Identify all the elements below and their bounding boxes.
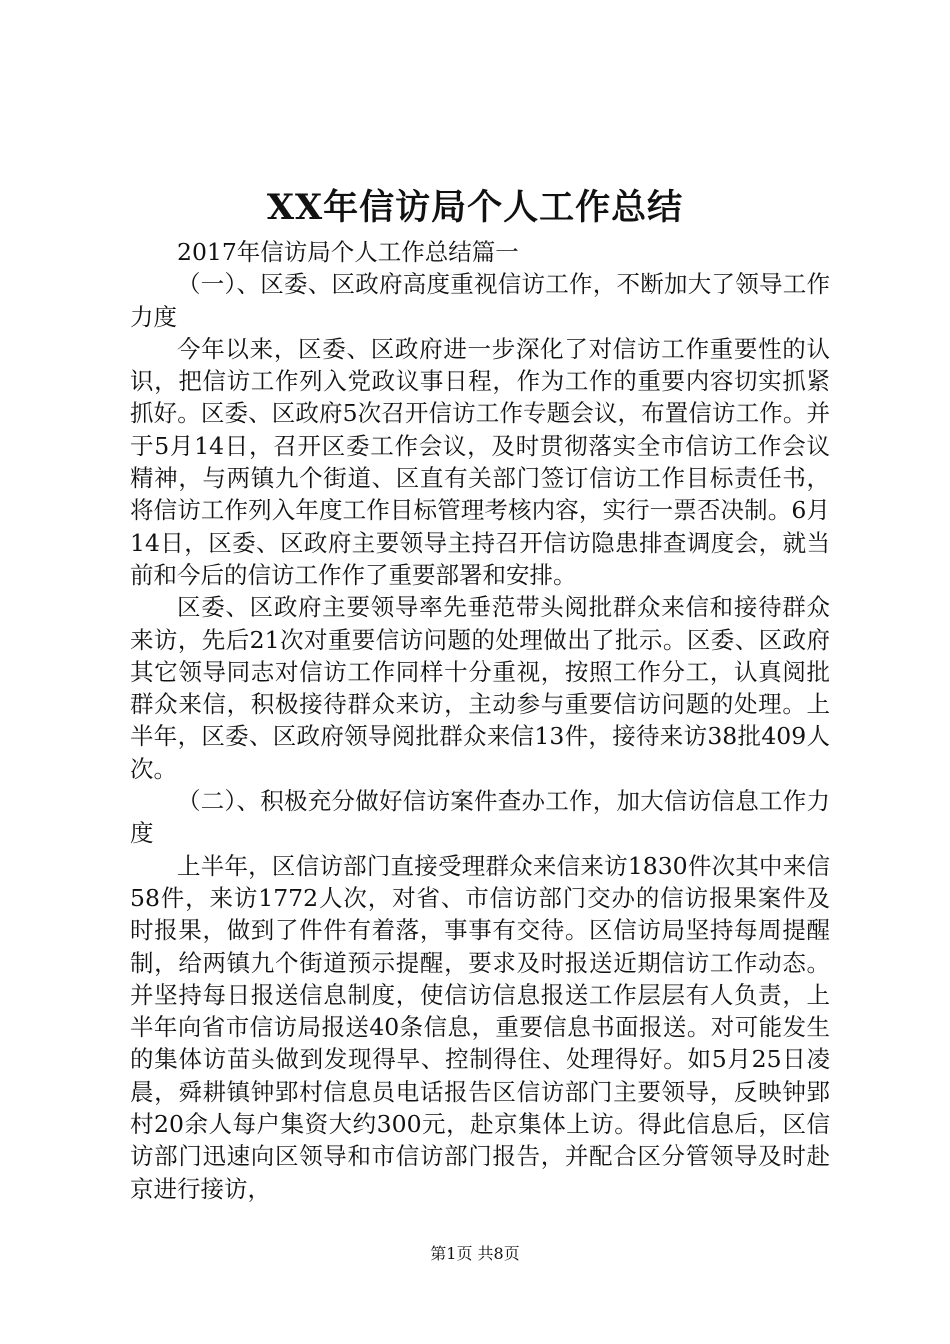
document-title: XX年信访局个人工作总结 xyxy=(266,187,684,228)
body-paragraph-1: 今年以来，区委、区政府进一步深化了对信访工作重要性的认识，把信访工作列入党政议事日程，作为工作的重要内容切实抓紧抓好。区委、区政府5次召开信访工作专题会议，布置信访工作。并于5月14日，召开区委工作会议，及时贯彻落实全市信访工作会议精神，与两镇九个街道、区直有关部门签订信访工作目标责任书，将信访工作列入年度工作目标管理考核内容，实行一票否决制。6月14日，区委、区政府主要领导主持召开信访隐患排查调度会，就当前和今后的信访工作作了重要部署和安排。 xyxy=(130,334,830,589)
section-heading-1: （一）、区委、区政府高度重视信访工作，不断加大了领导工作力度 xyxy=(130,270,830,331)
page-number-footer: 第1页 共8页 xyxy=(430,1244,520,1263)
subtitle-paragraph: 2017年信访局个人工作总结篇一 xyxy=(177,238,519,266)
section-heading-2: （二）、积极充分做好信访案件查办工作，加大信访信息工作力度 xyxy=(130,787,830,848)
document-body xyxy=(130,236,830,1205)
body-paragraph-2: 区委、区政府主要领导率先垂范带头阅批群众来信和接待群众来访，先后21次对重要信访问题的处理做出了批示。区委、区政府其它领导同志对信访工作同样十分重视，按照工作分工，认真阅批群众来信，积极接待群众来访，主动参与重要信访问题的处理。上半年，区委、区政府领导阅批群众来信13件，接待来访38批409人次。 xyxy=(130,593,830,783)
body-paragraph-3: 上半年，区信访部门直接受理群众来信来访1830件次其中来信58件，来访1772人次，对省、市信访部门交办的信访报果案件及时报果，做到了件件有着落，事事有交待。区信访局坚持每周提醒制，给两镇九个街道预示提醒，要求及时报送近期信访工作动态。并坚持每日报送信息制度，使信访信息报送工作层层有人负责，上半年向省市信访局报送40条信息，重要信息书面报送。对可能发生的集体访苗头做到发现得早、控制得住、处理得好。如5月25日凌晨，舜耕镇钟郢村信息员电话报告区信访部门主要领导，反映钟郢村20余人每户集资大约300元，赴京集体上访。得此信息后，区信访部门迅速向区领导和市信访部门报告，并配合区分管领导及时赴京进行接访， xyxy=(130,851,830,1203)
